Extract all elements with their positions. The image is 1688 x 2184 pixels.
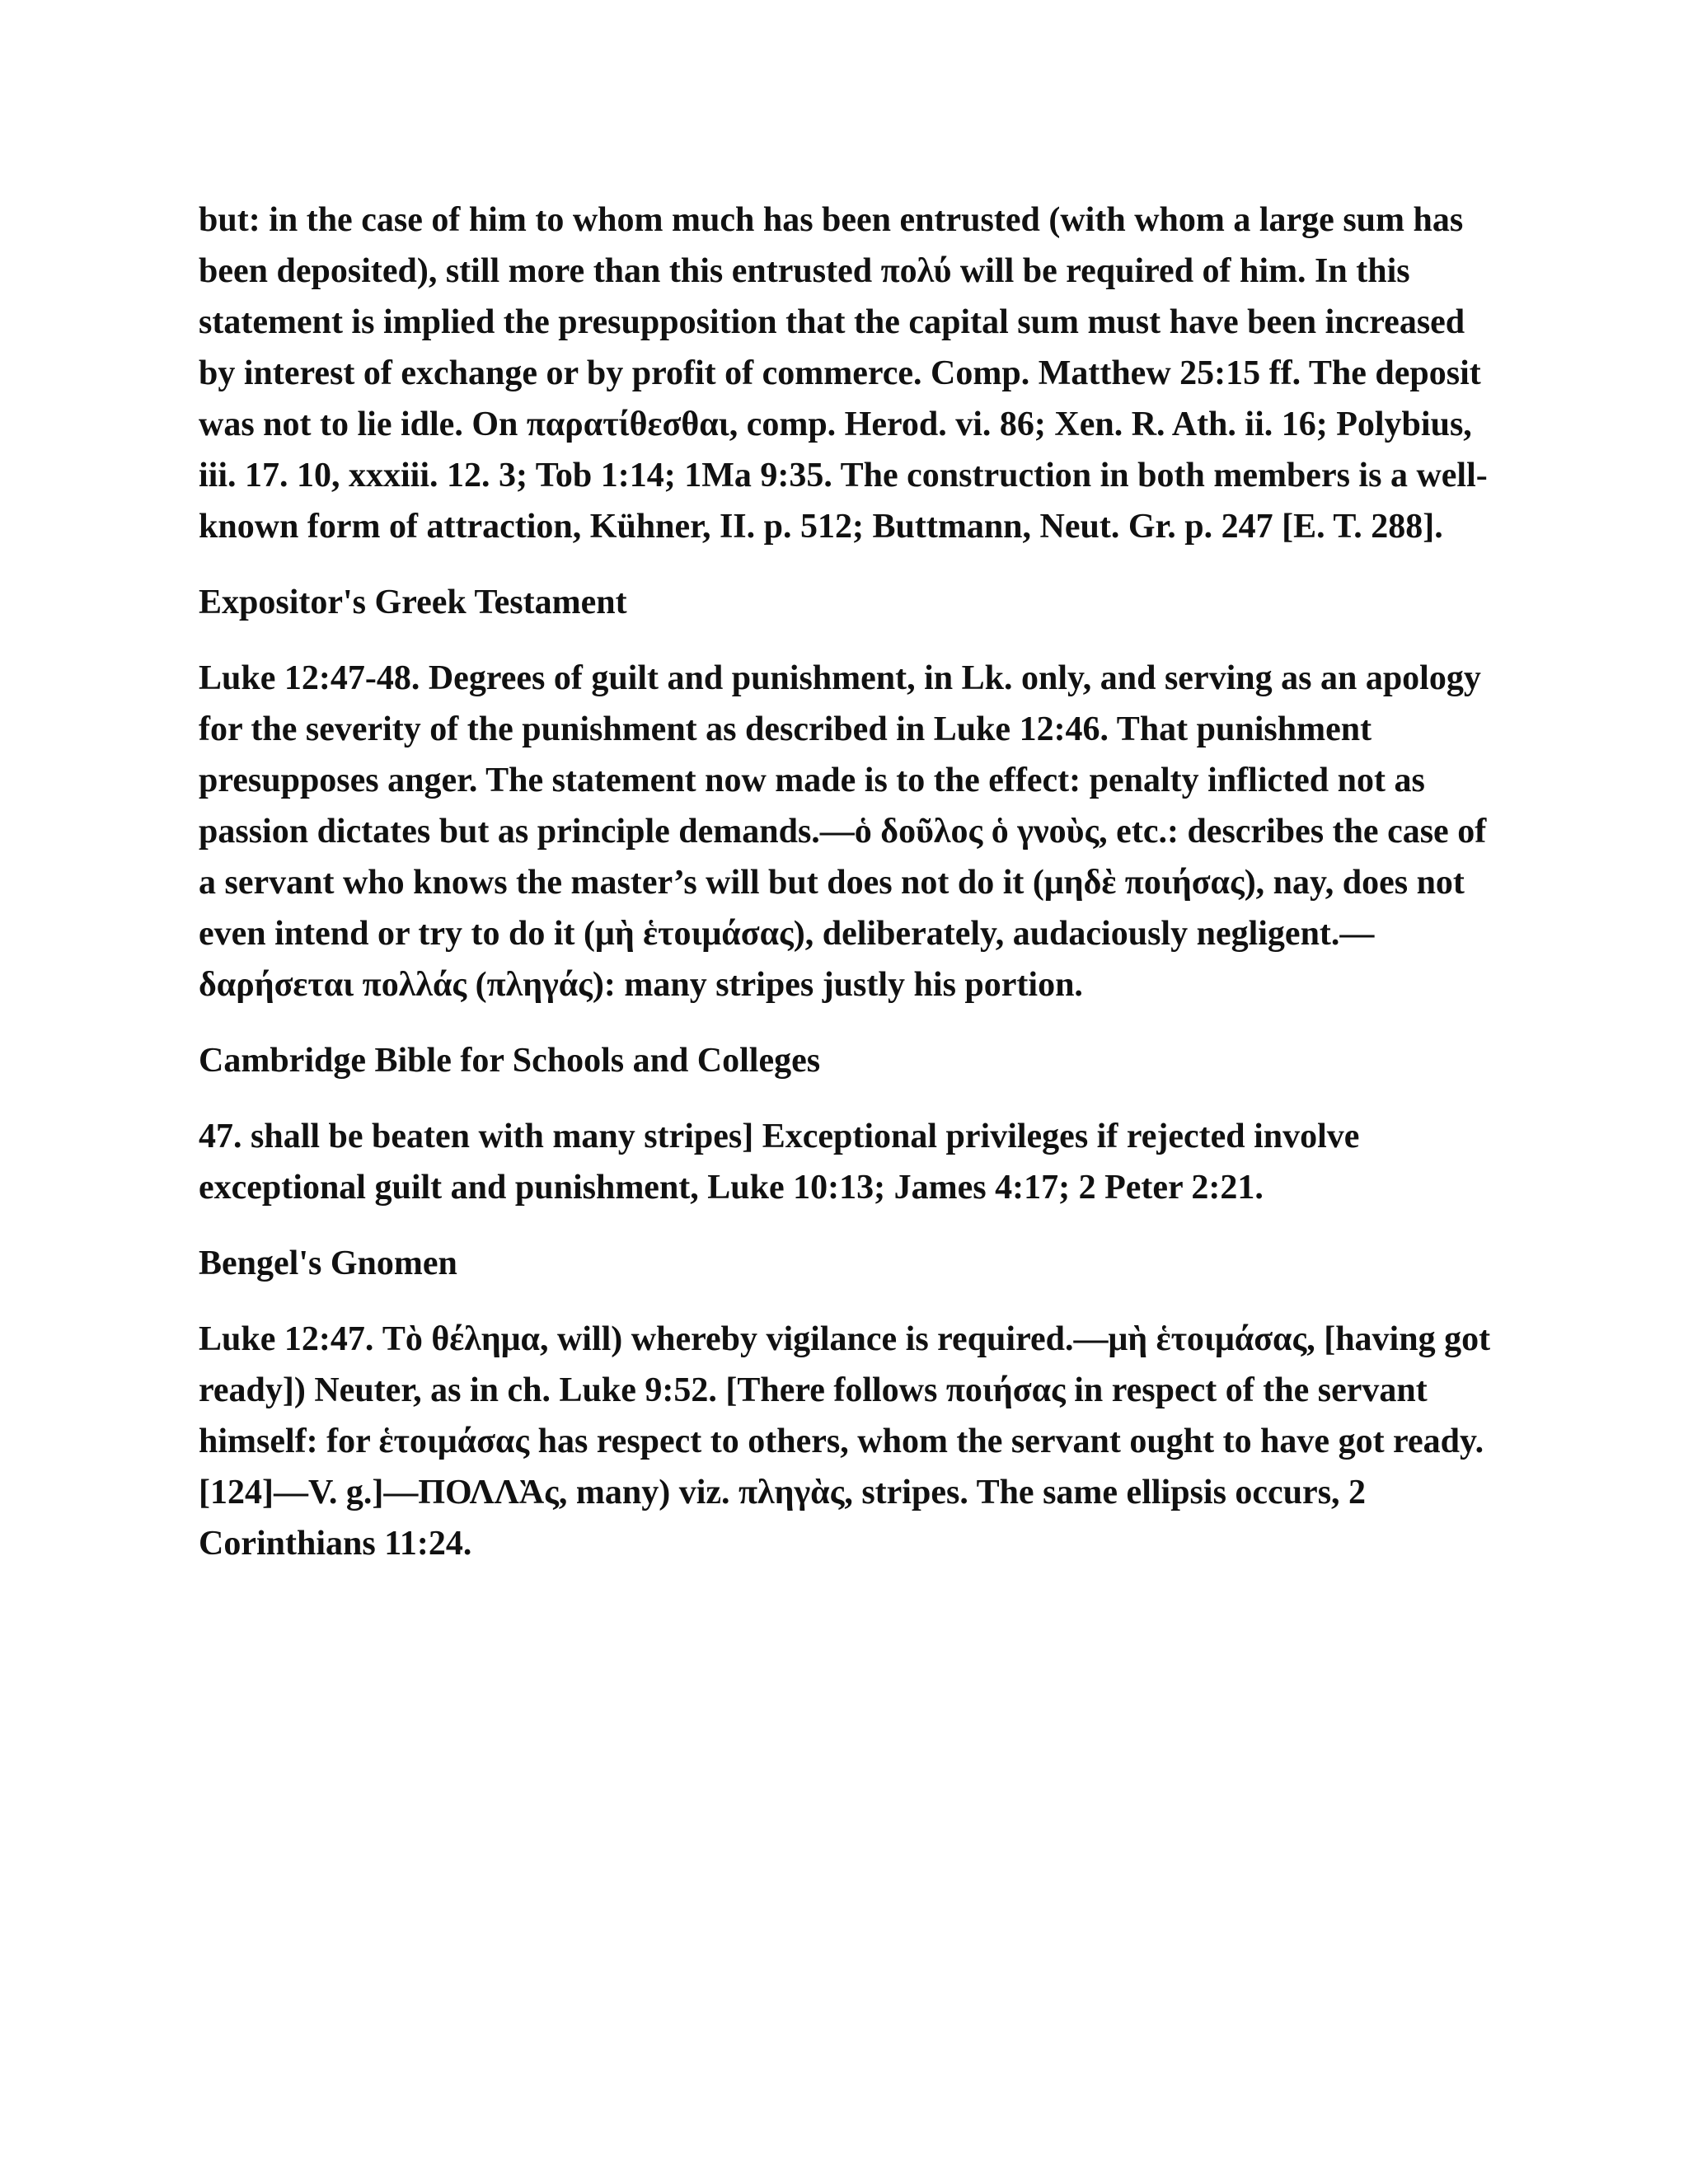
cambridge-commentary-paragraph: 47. shall be beaten with many stripes] Exceptional privileges if rejected involve exceptional guilt and punishment, Luke 10:13; James 4:17; 2 Peter 2:21. xyxy=(199,1118,1360,1207)
meyer-commentary-paragraph: but: in the case of him to whom much has been entrusted (with whom a large sum has been deposited), still more than this entrusted πολύ will be required of him. In this statement is implied the presupposition that the capital sum must have been increased by interest of exchange or by profit of commerce. Comp. Matthew 25:15 ff. The deposit was not to lie idle. On παρατίθεσθαι, comp. Herod. vi. 86; Xen. R. Ath. ii. 16; Polybius, iii. 17. 10, xxxiii. 12. 3; Tob 1:14; 1Ma 9:35. The construction in both members is a well-known form of attraction, Kühner, II. p. 512; Buttmann, Neut. Gr. p. 247 [E. T. 288]. xyxy=(199,201,1488,546)
section-heading-expositors: Expositor's Greek Testament xyxy=(199,583,627,621)
document-page xyxy=(199,194,1501,1594)
expositors-commentary-paragraph: Luke 12:47-48. Degrees of guilt and punishment, in Lk. only, and serving as an apology for the severity of the punishment as described in Luke 12:46. That punishment presupposes anger. The statement now made is to the effect: penalty inflicted not as passion dictates but as principle demands.—ὁ δοῦλος ὁ γνοὺς, etc.: describes the case of a servant who knows the master’s will but does not do it (μηδὲ ποιήσας), nay, does not even intend or try to do it (μὴ ἑτοιμάσας), deliberately, audaciously negligent.—δαρήσεται πολλάς (πληγάς): many stripes justly his portion. xyxy=(199,659,1487,1004)
section-heading-bengel: Bengel's Gnomen xyxy=(199,1244,457,1282)
section-heading-cambridge: Cambridge Bible for Schools and Colleges xyxy=(199,1042,821,1080)
bengel-commentary-paragraph: Luke 12:47. Τὸ θέλημα, will) whereby vigilance is required.—μὴ ἑτοιμάσας, [having got ready]) Neuter, as in ch. Luke 9:52. [There follows ποιήσας in respect of the servant himself: for ἑτοιμάσας has respect to others, whom the servant ought to have got ready.[124]—V. g.]—ΠΟΛΛᾺς, many) viz. πληγὰς, stripes. The same ellipsis occurs, 2 Corinthians 11:24. xyxy=(199,1320,1491,1563)
